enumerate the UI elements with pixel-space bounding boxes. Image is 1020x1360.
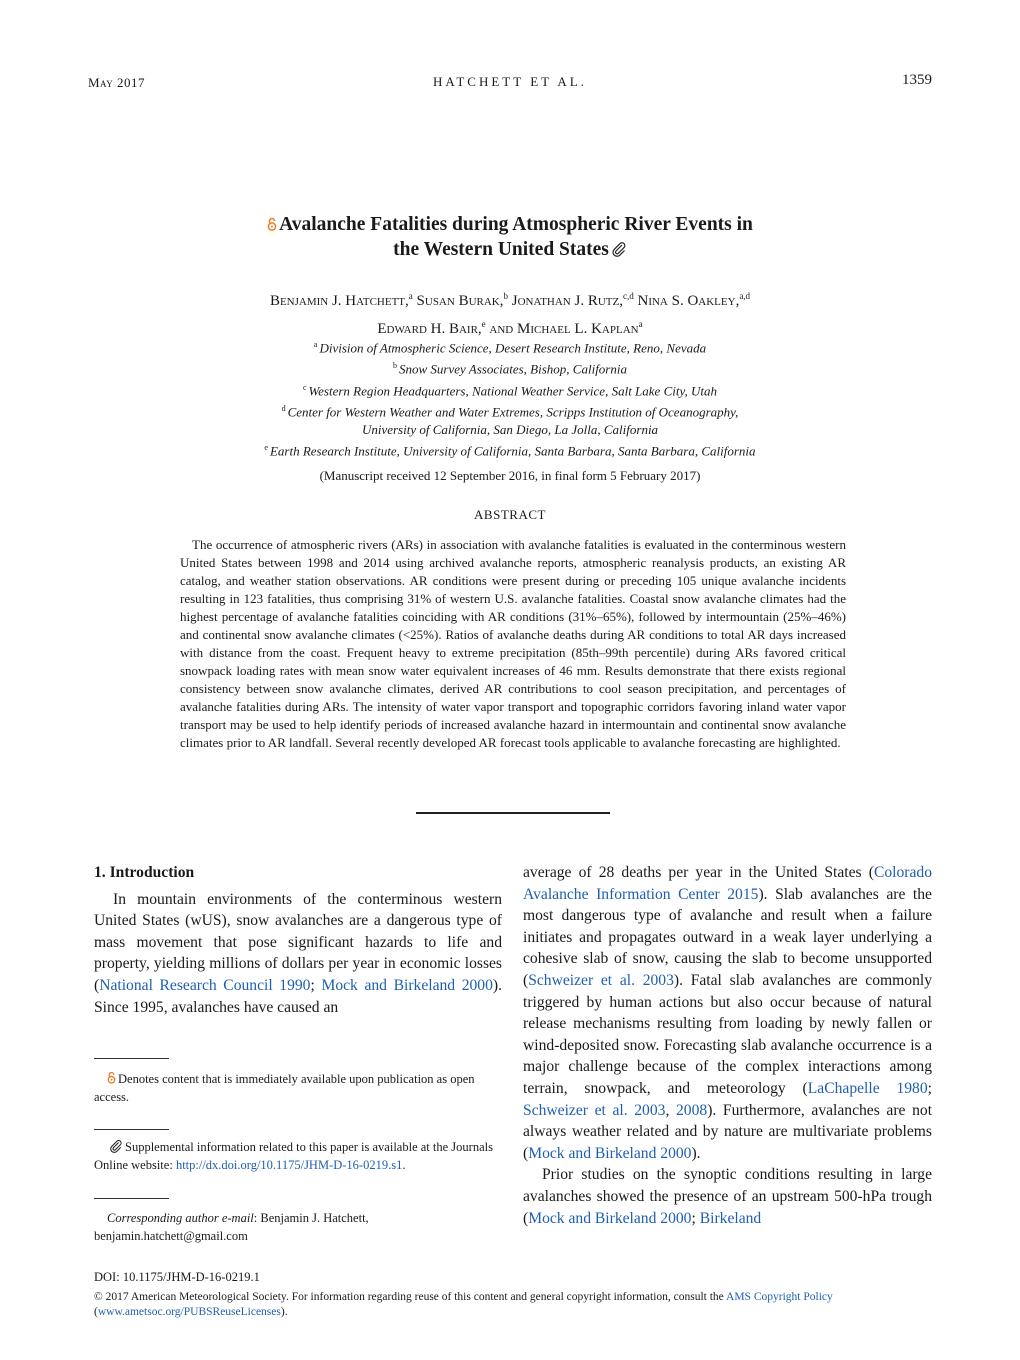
affiliation: University of California, San Diego, La Jolla, California (361, 422, 659, 438)
affiliation: $^a$ Division of Atmospheric Science, Desert Research Institute, Reno, Nevada (313, 340, 707, 356)
intro-paragraph-1: In mountain environments of the conterminous western United States (wUS), snow avalanches are a dangerous type of mass movement that pose significant hazards to life and property, yielding millions of dollars per year in economic losses (National Research Council 1990; Mock and Birkeland 2000). Since 1995, avalanches have caused an (94, 890, 502, 1016)
left-column (94, 862, 502, 1018)
reference-link[interactable]: Mock and Birkeland 2000 (528, 1209, 692, 1227)
paper-title (0, 212, 1020, 262)
author-affiliation-marker: e (481, 319, 486, 329)
running-header-authors: HATCHETT ET AL. (433, 74, 587, 89)
author-name: Jonathan J. Rutz, (508, 293, 623, 309)
supplement-link[interactable]: http://dx.doi.org/10.1175/JHM-D-16-0219.s1 (175, 1158, 403, 1172)
reference-link[interactable]: Mock and Birkeland 2000 (528, 1144, 692, 1162)
affiliation: $^b$ Snow Survey Associates, Bishop, California (393, 361, 627, 377)
section-divider (416, 812, 610, 814)
author-name: Nina S. Oakley, (633, 293, 740, 309)
reference-link[interactable]: Mock and Birkeland 2000 (321, 976, 493, 994)
reference-link[interactable]: 2008 (676, 1101, 708, 1119)
intro-paragraph-2: average of 28 deaths per year in the United States (Colorado Avalanche Information Center 2015). Slab avalanches are the most dangerous type of avalanche and result when a failure initiates and propagates outward in a weak layer underlying a cohesive slab of snow, causing the slab to become unsupported (Schweizer et al. 2003). Fatal slab avalanches are commonly triggered by human actions but also occur because of natural release mechanisms resulting from loading by newly fallen or wind-deposited snow. Forecasting slab avalanche occurrence is a major challenge because of the complex interactions among terrain, snowpack, and meteorology (LaChapelle 1980; Schweizer et al. 2003, 2008). Furthermore, avalanches are not always weather related and by nature are multivariate problems (Mock and Birkeland 2000). (523, 864, 933, 1162)
affiliation-list (0, 336, 1020, 461)
author-name: Benjamin J. Hatchett, (269, 293, 409, 309)
reference-link[interactable]: Birkeland (699, 1209, 762, 1227)
abstract-text: The occurrence of atmospheric rivers (ARs) in association with avalanche fatalities is evaluated in the conterminous western United States between 1998 and 2014 using archived avalanche reports, atmospheric reanalysis products, an existing AR catalog, and weather station observations. AR conditions were present during or preceding 105 unique avalanche incidents resulting in 123 fatalities, thus comprising 31% of western U.S. avalanche fatalities. Coastal snow avalanche climates had the highest percentage of avalanche fatalities coinciding with AR conditions (31%–65%), followed by intermountain (25%–46%) and continental snow avalanche climates (<25%). Ratios of avalanche deaths during AR conditions to total AR days increased with distance from the coast. Frequent heavy to extreme precipitation (85th–99th percentile) during ARs favored critical snowpack loading rates with mean snow water equivalent increases of 46 mm. Results demonstrate that there exists regional consistency between snow avalanche climates, derived AR contributions to cool season precipitation, and percentages of avalanche fatalities during ARs. The intensity of water vapor transport and topographic corridors favoring inland water vapor transport may be used to help identify periods of increased avalanche hazard in intermountain and continental snow avalanche climates prior to AR landfall. Several recently developed AR forecast tools applicable to avalanche forecasting are highlighted. (180, 537, 846, 750)
author-affiliation-marker: a,d (739, 291, 751, 301)
reference-link[interactable]: LaChapelle 1980 (807, 1079, 928, 1097)
reference-link[interactable]: Schweizer et al. 2003 (528, 971, 674, 989)
open-access-icon (267, 217, 277, 231)
running-header-date: May 2017 (88, 75, 145, 90)
reference-link[interactable]: Colorado Avalanche Information Center 2015 (523, 864, 932, 903)
author-affiliation-marker: c,d (622, 291, 634, 301)
section-heading-introduction: 1. Introduction (94, 864, 195, 881)
footnote-rule (94, 1058, 169, 1059)
supplement-paperclip-icon (109, 1139, 123, 1153)
affiliation: $^e$ Earth Research Institute, University of California, Santa Barbara, Santa Barbara, California (264, 443, 756, 459)
author-name: Susan Burak, (412, 293, 504, 309)
supplement-paperclip-icon (611, 241, 627, 257)
abstract-heading: ABSTRACT (474, 507, 546, 522)
author-affiliation-marker: a (408, 291, 413, 301)
affiliation: $^d$ Center for Western Weather and Water Extremes, Scripps Institution of Oceanography, (281, 403, 739, 420)
title-line-1: Avalanche Fatalities during Atmospheric River Events in (279, 214, 753, 235)
footnote-rule (94, 1198, 169, 1199)
footnote-corresponding-author: Corresponding author e-mail: Benjamin J. Hatchett, benjamin.hatchett@gmail.com (94, 1211, 369, 1243)
open-access-icon (107, 1071, 116, 1084)
reuse-licenses-link[interactable]: www.ametsoc.org/PUBSReuseLicenses (97, 1306, 281, 1318)
copyright-policy-link[interactable]: AMS Copyright Policy (726, 1291, 833, 1303)
author-name: and Michael L. Kaplan (485, 321, 639, 337)
author-line-1 (0, 285, 1020, 313)
footnote-open-access: Denotes content that is immediately available upon publication as open access. (94, 1072, 475, 1104)
intro-paragraph-3: Prior studies on the synoptic conditions resulting in large avalanches showed the presence of an upstream 500-hPa trough (Mock and Birkeland 2000; Birkeland (523, 1166, 932, 1227)
footnote-rule (94, 1129, 169, 1130)
manuscript-received-note: (Manuscript received 12 September 2016, in final form 5 February 2017) (319, 468, 701, 483)
footnote-supplement: Supplemental information related to this paper is available at the Journals Online website: http://dx.doi.org/10.1175/JHM-D-16-0219.s1. (94, 1140, 493, 1172)
author-affiliation-marker: b (503, 291, 508, 301)
title-line-2: the Western United States (393, 239, 609, 260)
right-column (523, 862, 932, 1229)
copyright-notice: © 2017 American Meteorological Society. For information regarding reuse of this content and general copyright information, consult the AMS Copyright Policy (www.ametsoc.org/PUBSReuseLicenses). (94, 1291, 833, 1318)
reference-link[interactable]: Schweizer et al. 2003 (523, 1101, 666, 1119)
author-affiliation-marker: a (638, 319, 643, 329)
author-list (0, 285, 1020, 341)
author-name: Edward H. Bair, (377, 321, 482, 337)
doi: DOI: 10.1175/JHM-D-16-0219.1 (94, 1270, 260, 1284)
page-number: 1359 (902, 72, 932, 88)
reference-link[interactable]: National Research Council 1990 (99, 976, 311, 994)
affiliation: $^c$ Western Region Headquarters, National Weather Service, Salt Lake City, Utah (302, 382, 718, 398)
